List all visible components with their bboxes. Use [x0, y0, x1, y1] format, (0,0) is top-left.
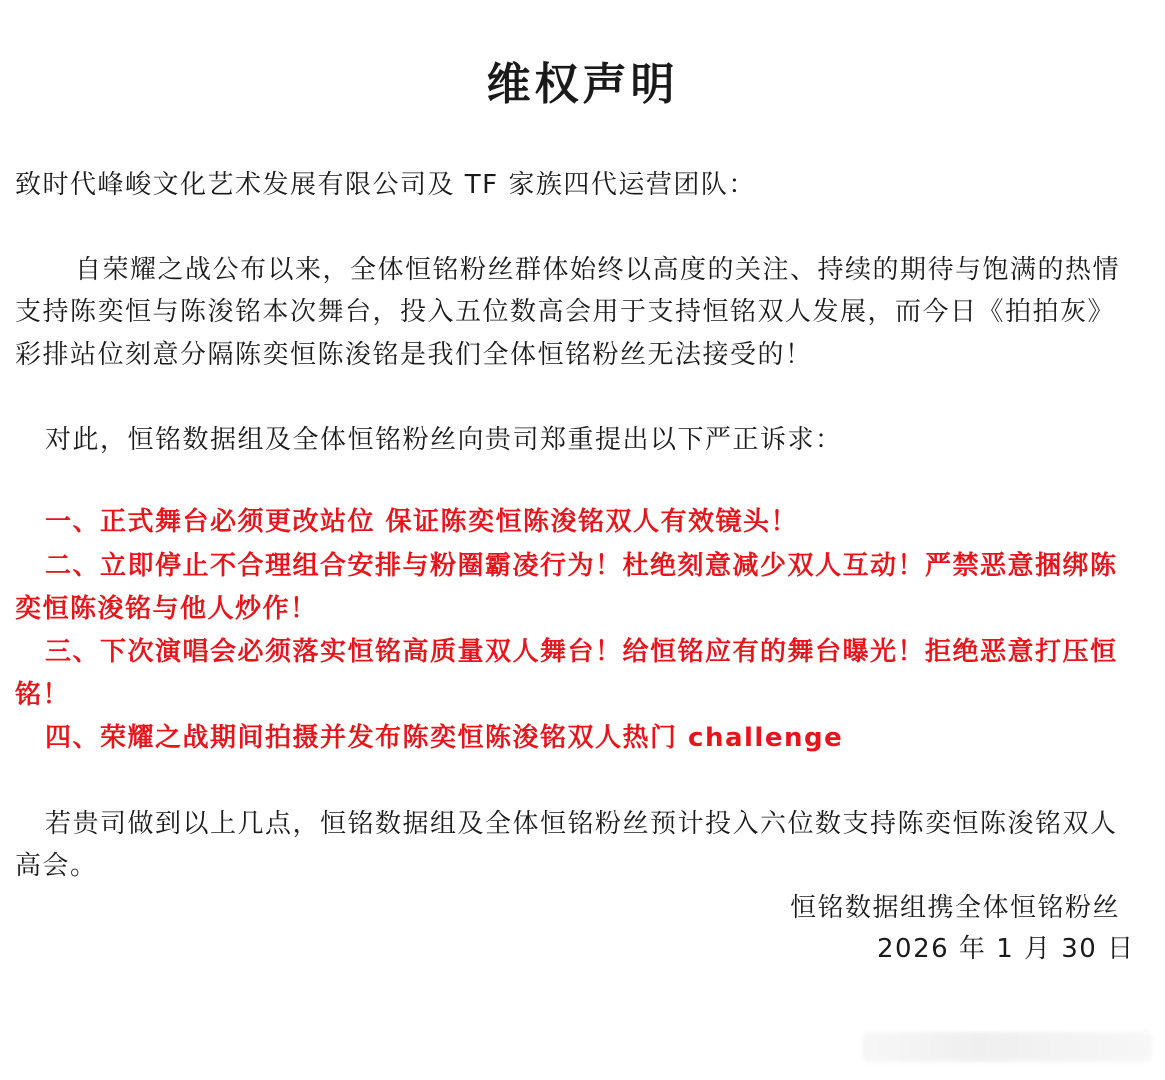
demand-item: 铭！	[15, 680, 71, 710]
watermark	[862, 1032, 1152, 1062]
demand-item: 二、立即停止不合理组合安排与粉圈霸凌行为！杜绝刻意减少双人互动！严禁恶意捆绑陈	[45, 551, 1118, 581]
date: 2026 年 1 月 30 日	[877, 934, 1135, 964]
demand-item: 三、下次演唱会必须落实恒铭高质量双人舞台！给恒铭应有的舞台曝光！拒绝恶意打压恒	[45, 637, 1118, 667]
salutation: 致时代峰峻文化艺术发展有限公司及 TF 家族四代运营团队：	[15, 170, 756, 200]
intro-line: 彩排站位刻意分隔陈奕恒陈浚铭是我们全体恒铭粉丝无法接受的！	[15, 340, 813, 370]
demand-intro: 对此，恒铭数据组及全体恒铭粉丝向贵司郑重提出以下严正诉求：	[45, 425, 843, 455]
document-title: 维权声明	[486, 59, 679, 110]
closing-line: 高会。	[15, 851, 98, 881]
intro-line: 自荣耀之战公布以来，全体恒铭粉丝群体始终以高度的关注、持续的期待与饱满的热情	[75, 255, 1121, 285]
closing-line: 若贵司做到以上几点，恒铭数据组及全体恒铭粉丝预计投入六位数支持陈奕恒陈浚铭双人	[45, 809, 1118, 839]
signature: 恒铭数据组携全体恒铭粉丝	[790, 893, 1121, 923]
demand-item: 奕恒陈浚铭与他人炒作！	[15, 594, 318, 624]
demand-item: 一、正式舞台必须更改站位 保证陈奕恒陈浚铭双人有效镜头！	[45, 507, 799, 537]
intro-line: 支持陈奕恒与陈浚铭本次舞台，投入五位数高会用于支持恒铭双人发展，而今日《拍拍灰》	[15, 297, 1116, 327]
demand-item: 四、荣耀之战期间拍摄并发布陈奕恒陈浚铭双人热门 challenge	[45, 723, 844, 753]
